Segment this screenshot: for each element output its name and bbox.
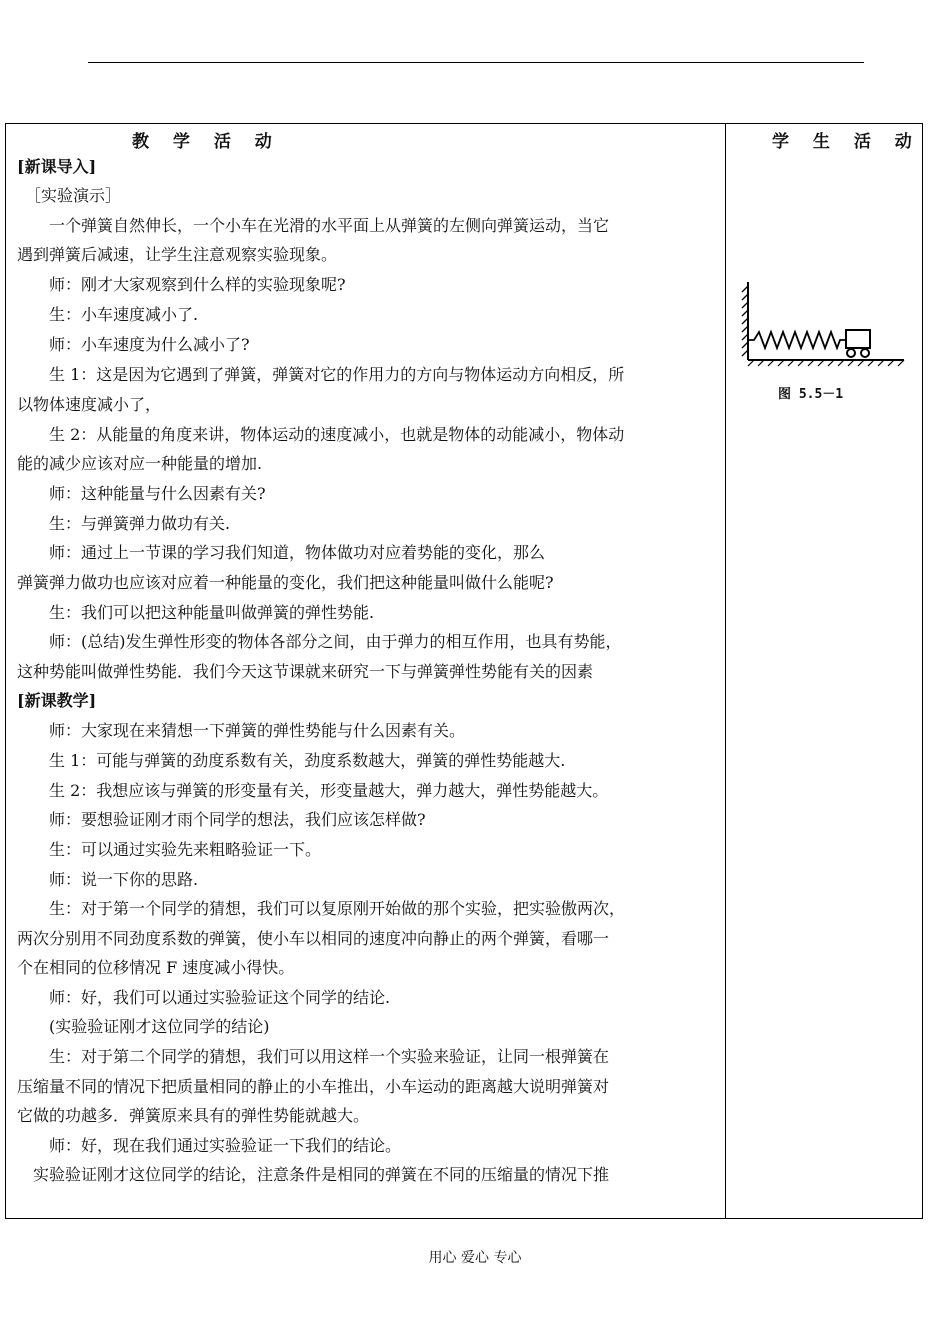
spring: [748, 332, 846, 348]
text-line: 生 2：我想应该与弹簧的形变量有关，形变量越大，弹力越大，弹性势能越大。: [17, 781, 609, 800]
text-line: 师：说一下你的思路.: [17, 870, 199, 889]
ground: [748, 360, 904, 366]
text-line: 生 1：这是因为它遇到了弹簧，弹簧对它的作用力的方向与物体运动方向相反，所: [17, 365, 625, 384]
text-line: 以物体速度减小了，: [17, 395, 162, 414]
text-line: 师：小车速度为什么减小了?: [17, 335, 250, 354]
text-line: 两次分别用不同劲度系数的弹簧，使小车以相同的速度冲向静止的两个弹簧，看哪一: [17, 929, 610, 948]
text-line: 这种势能叫做弹性势能．我们今天这节课就来研究一下与弹簧弹性势能有关的因素: [17, 662, 594, 681]
text-line: 生 1：可能与弹簧的劲度系数有关，劲度系数越大，弹簧的弹性势能越大.: [17, 751, 566, 770]
student-activity-heading: 学 生 活 动: [772, 132, 921, 152]
text-line: (实验验证刚才这位同学的结论): [17, 1017, 270, 1036]
text-line: 师：(总结)发生弹性形变的物体各部分之间，由于弹力的相互作用，也具有势能，: [17, 632, 622, 651]
figure-caption: 图 5.5－1: [778, 387, 844, 402]
text-line: 它做的功越多．弹簧原来具有的弹性势能就越大。: [17, 1106, 370, 1125]
page-footer: 用心 爱心 专心: [428, 1250, 522, 1266]
text-line: 生：可以通过实验先来粗略验证一下。: [17, 840, 322, 859]
teaching-activity-heading: 教 学 活 动: [132, 132, 281, 152]
text-line: 师：大家现在来猜想一下弹簧的弹性势能与什么因素有关。: [17, 721, 466, 740]
text-line: 生：与弹簧弹力做功有关.: [17, 514, 231, 533]
text-line: 弹簧弹力做功也应该对应着一种能量的变化，我们把这种能量叫做什么能呢?: [17, 573, 554, 592]
text-line: 生 2：从能量的角度来讲，物体运动的速度减小，也就是物体的动能减小，物体动: [17, 425, 625, 444]
text-line: 能的减少应该对应一种能量的增加.: [17, 454, 263, 473]
text-line: 生：对于第一个同学的猜想，我们可以复原刚开始做的那个实验，把实验傲两次，: [17, 899, 626, 918]
text-line: 生：我们可以把这种能量叫做弹簧的弹性势能.: [17, 603, 375, 622]
text-line: 压缩量不同的情况下把质量相同的静止的小车推出，小车运动的距离越大说明弹簧对: [17, 1077, 610, 1096]
text-line: 师：刚才大家观察到什么样的实验现象呢?: [17, 275, 346, 294]
text-line: 师：通过上一节课的学习我们知道，物体做功对应着势能的变化，那么: [17, 543, 546, 562]
text-line: 师：要想验证刚才雨个同学的想法，我们应该怎样做?: [17, 810, 426, 829]
section-heading-intro: [新课导入]: [17, 157, 97, 176]
text-line: 师：好，现在我们通过实验验证一下我们的结论。: [17, 1136, 402, 1155]
text-line: 生：对于第二个同学的猜想，我们可以用这样一个实验来验证，让同一根弹簧在: [17, 1047, 610, 1066]
text-line: 生：小车速度减小了.: [17, 305, 199, 324]
text-line: 师：这种能量与什么因素有关?: [17, 484, 266, 503]
text-line: 一个弹簧自然伸长，一个小车在光滑的水平面上从弹簧的左侧向弹簧运动，当它: [17, 216, 610, 235]
header-rule: [88, 62, 864, 63]
text-line: 遇到弹簧后减速，让学生注意观察实验现象。: [17, 245, 338, 264]
text-line: 个在相同的位移情况 F 速度减小得快。: [17, 958, 295, 977]
spring-cart-figure: [740, 280, 908, 370]
text-line: ［实验演示］: [17, 186, 122, 205]
cart: [846, 330, 870, 357]
section-heading-teaching: [新课教学]: [17, 691, 97, 710]
wall: [742, 282, 748, 360]
text-line: 实验验证刚才这位同学的结论，注意条件是相同的弹簧在不同的压缩量的情况下推: [17, 1165, 610, 1184]
column-divider: [725, 123, 726, 1219]
text-line: 师：好，我们可以通过实验验证这个同学的结论.: [17, 988, 391, 1007]
